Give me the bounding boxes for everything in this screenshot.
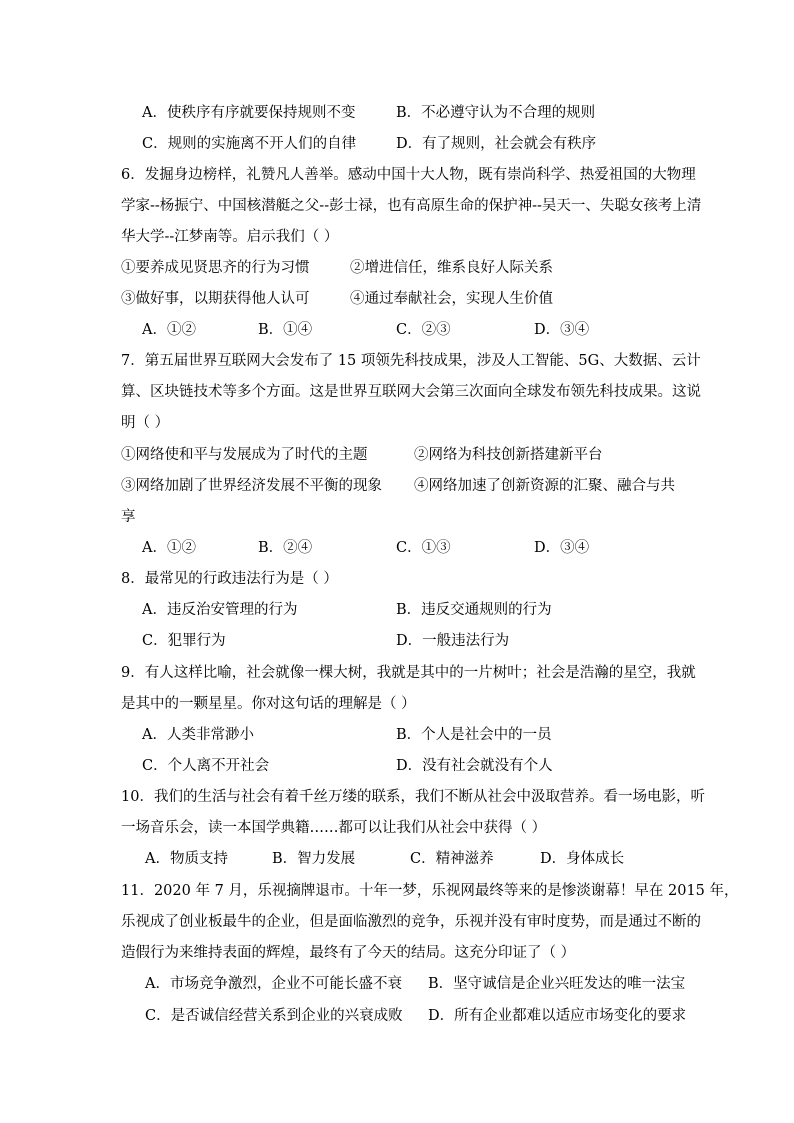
q7-item-2: ②网络为科技创新搭建新平台 <box>414 447 603 463</box>
q8-option-d: D．一般违法行为 <box>396 633 510 649</box>
q11-stem-line-2: 乐视成了创业板最牛的企业，但是面临激烈的竞争，乐视并没有审时度势，而是通过不断的 <box>121 914 701 930</box>
q7-stem-line-2: 算、区块链技术等多个方面。这是世界互联网大会第三次面向全球发布领先科技成果。这说 <box>121 384 701 400</box>
q7-item-4-continuation: 享 <box>121 509 136 525</box>
q10-stem-line-1: 10．我们的生活与社会有着千丝万缕的联系，我们不断从社会中汲取营养。看一场电影，听 <box>121 789 705 805</box>
q10-stem-line-2: 一场音乐会，读一本国学典籍……都可以让我们从社会中获得（ ） <box>121 820 547 836</box>
q5-option-c: C．规则的实施离不开人们的自律 <box>142 136 357 152</box>
q6-item-1: ①要养成见贤思齐的行为习惯 <box>121 260 310 276</box>
q6-option-c: C．②③ <box>396 322 451 338</box>
q11-stem-line-1: 11．2020 年 7 月，乐视摘牌退市。十年一梦，乐视网最终等来的是惨淡谢幕！早在 2015 年， <box>121 883 739 899</box>
q5-option-d: D．有了规则，社会就会有秩序 <box>396 136 597 152</box>
q8-stem: 8．最常见的行政违法行为是（ ） <box>121 571 338 587</box>
q11-option-a: A．市场竞争激烈，企业不可能长盛不衰 <box>145 976 402 992</box>
q7-option-a: A．①② <box>142 540 196 556</box>
q7-item-1: ①网络使和平与发展成为了时代的主题 <box>121 447 368 463</box>
q7-option-d: D．③④ <box>534 540 590 556</box>
q9-option-c: C．个人离不开社会 <box>142 758 270 774</box>
q5-option-a: A．使秩序有序就要保持规则不变 <box>142 105 356 121</box>
q10-option-c: C．精神滋养 <box>410 851 494 867</box>
q7-option-b: B．②④ <box>258 540 313 556</box>
q10-option-b: B．智力发展 <box>272 851 356 867</box>
q7-stem-line-1: 7．第五届世界互联网大会发布了 15 项领先科技成果，涉及人工智能、5G、大数据、云计 <box>121 353 701 369</box>
q8-option-c: C．犯罪行为 <box>142 633 226 649</box>
q9-option-d: D．没有社会就没有个人 <box>396 758 553 774</box>
q6-option-a: A．①② <box>142 322 196 338</box>
q6-stem-line-1: 6．发掘身边榜样，礼赞凡人善举。感动中国十大人物，既有崇尚科学、热爱祖国的大物理 <box>121 167 696 183</box>
q6-item-2: ②增进信任，维系良好人际关系 <box>350 260 553 276</box>
q7-item-3: ③网络加剧了世界经济发展不平衡的现象 <box>121 478 382 494</box>
q6-stem-line-2: 学家--杨振宁、中国核潜艇之父--彭士禄，也有高原生命的保护神--吴天一、失聪女孩考上清 <box>121 198 702 214</box>
q6-item-3: ③做好事，以期获得他人认可 <box>121 291 310 307</box>
q7-stem-line-3: 明（ ） <box>121 415 170 431</box>
q11-option-d: D．所有企业都难以适应市场变化的要求 <box>428 1008 687 1024</box>
q11-option-b: B．坚守诚信是企业兴旺发达的唯一法宝 <box>428 976 686 992</box>
q8-option-b: B．违反交通规则的行为 <box>396 602 552 618</box>
q9-option-a: A．人类非常渺小 <box>142 727 254 743</box>
q7-item-4: ④网络加速了创新资源的汇聚、融合与共 <box>414 478 675 494</box>
q9-stem-line-1: 9．有人这样比喻，社会就像一棵大树，我就是其中的一片树叶；社会是浩瀚的星空，我就 <box>121 665 696 681</box>
q6-stem-line-3: 华大学--江梦南等。启示我们（ ） <box>121 229 339 245</box>
q10-option-a: A．物质支持 <box>145 851 228 867</box>
q7-option-c: C．①③ <box>396 540 451 556</box>
q8-option-a: A．违反治安管理的行为 <box>142 602 298 618</box>
q6-option-d: D．③④ <box>534 322 590 338</box>
q5-option-b: B．不必遵守认为不合理的规则 <box>396 105 596 121</box>
q9-stem-line-2: 是其中的一颗星星。你对这句话的理解是（ ） <box>121 696 416 712</box>
q6-option-b: B．①④ <box>258 322 313 338</box>
q10-option-d: D．身体成长 <box>540 851 625 867</box>
q11-option-c: C．是否诚信经营关系到企业的兴衰成败 <box>145 1008 403 1024</box>
q11-stem-line-3: 造假行为来维持表面的辉煌，最终有了今天的结局。这充分印证了（ ） <box>121 945 576 961</box>
q6-item-4: ④通过奉献社会，实现人生价值 <box>350 291 553 307</box>
q9-option-b: B．个人是社会中的一员 <box>396 727 552 743</box>
